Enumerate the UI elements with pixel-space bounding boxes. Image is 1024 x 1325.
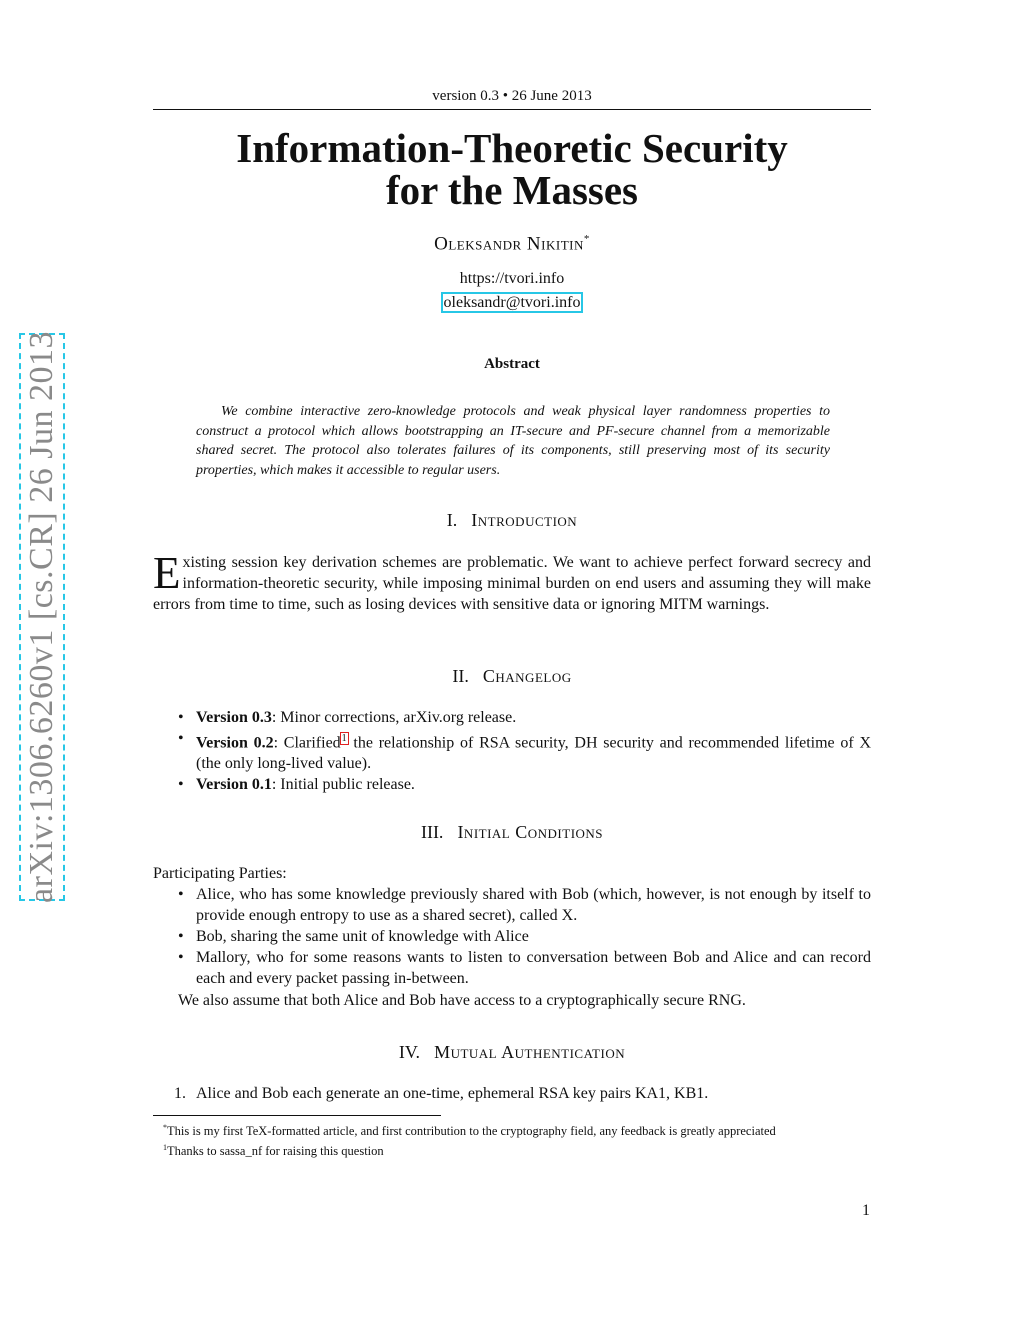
footnote-text: This is my first TeX-formatted article, and first contribution to the cryptography field, any feedback is greatly appreciated (167, 1124, 776, 1139)
section-title: Initial Conditions (457, 822, 604, 842)
author-footnote-mark[interactable]: * (583, 233, 590, 245)
email-link[interactable]: oleksandr@tvori.info (443, 294, 581, 311)
arxiv-id[interactable]: arXiv:1306.6260v1 [cs.CR] 26 Jun 2013 (23, 331, 60, 903)
author-url: https://tvori.info (459, 270, 565, 287)
author-name: Oleksandr Nikitin (434, 233, 584, 255)
section-changelog-heading (153, 666, 871, 687)
protocol-steps (174, 1083, 871, 1104)
footnote-mark: 1 (163, 1142, 167, 1152)
footnote-rule (153, 1115, 441, 1116)
list-item (174, 1083, 871, 1104)
section-title: Mutual Authentication (434, 1042, 626, 1062)
changelog-text: : Clarified (273, 734, 341, 752)
list-item: • Alice, who has some knowledge previously shared with Bob (which, however, is not enough by itself to provide enough entropy to use as a shared secret), called X. (178, 884, 871, 926)
section-title: Changelog (482, 666, 572, 686)
changelog-text: : Minor corrections, arXiv.org release. (271, 709, 517, 726)
footnote (153, 1120, 871, 1140)
footnote (153, 1140, 871, 1160)
version-label: Version 0.1 (196, 776, 272, 794)
section-number: IV. (398, 1042, 421, 1062)
version-label: Version 0.3 (196, 709, 272, 726)
arxiv-stamp[interactable] (19, 333, 65, 901)
page-number: 1 (862, 1202, 870, 1219)
participants-lead: Participating Parties: (153, 865, 287, 882)
title-line-1: Information-Theoretic Security (236, 125, 788, 171)
changelog-text: : Initial public release. (271, 776, 415, 794)
introduction-paragraph (153, 548, 871, 615)
footnotes (153, 1120, 871, 1159)
participants-list (178, 884, 871, 989)
title-line-2: for the Masses (385, 167, 639, 213)
header-rule (153, 109, 871, 110)
list-item: • Mallory, who for some reasons wants to listen to conversation between Bob and Alice and can record each and every packet passing in-between. (178, 947, 871, 989)
footnote-mark: * (163, 1123, 167, 1132)
list-item (178, 774, 871, 795)
abstract-text: We combine interactive zero-knowledge protocols and weak physical layer randomness properties to construct a protocol which allows bootstrapping an IT-secure and PF-secure channel from a memorizable shared secret. The protocol also tolerates failures of its components, still preserving most of its security properties, which makes it accessible to regular users. (196, 404, 830, 478)
changelog-list (178, 707, 871, 795)
author-email (153, 294, 871, 312)
version-label: Version 0.2 (196, 734, 274, 752)
version-header: version 0.3 • 26 June 2013 (432, 88, 592, 104)
section-number: I. (446, 510, 458, 530)
list-item (178, 728, 871, 774)
author (153, 233, 871, 255)
rng-assumption: We also assume that both Alice and Bob have access to a cryptographically secure RNG. (178, 992, 746, 1009)
section-number: III. (420, 822, 444, 842)
footnote-text: Thanks to sassa_nf for raising this question (167, 1143, 384, 1158)
changelog-text: the relationship of RSA security, DH security and recommended lifetime of X (the only long-lived value). (196, 734, 872, 773)
step-text: Alice and Bob each generate an one-time, ephemeral RSA key pairs KA1, KB1. (196, 1085, 709, 1102)
footnote-link[interactable]: 1 (341, 733, 347, 744)
abstract-heading: Abstract (484, 356, 540, 372)
section-title: Introduction (471, 510, 578, 530)
step-number: 1. (174, 1085, 186, 1102)
section-number: II. (452, 666, 469, 686)
section-initial-conditions-heading (153, 822, 871, 843)
introduction-text: xisting session key derivation schemes are problematic. We want to achieve perfect forward secrecy and information-theoretic security, while imposing minimal burden on end users and assuming they will make errors from time to time, such as losing devices with sensitive data or ignoring MITM warnings. (153, 554, 871, 613)
list-item (178, 707, 871, 728)
list-item: • Bob, sharing the same unit of knowledge with Alice (178, 926, 871, 947)
drop-cap: E (153, 548, 181, 598)
section-mutual-authentication-heading (153, 1042, 871, 1063)
paper-title (153, 127, 871, 211)
section-introduction-heading (153, 510, 871, 531)
